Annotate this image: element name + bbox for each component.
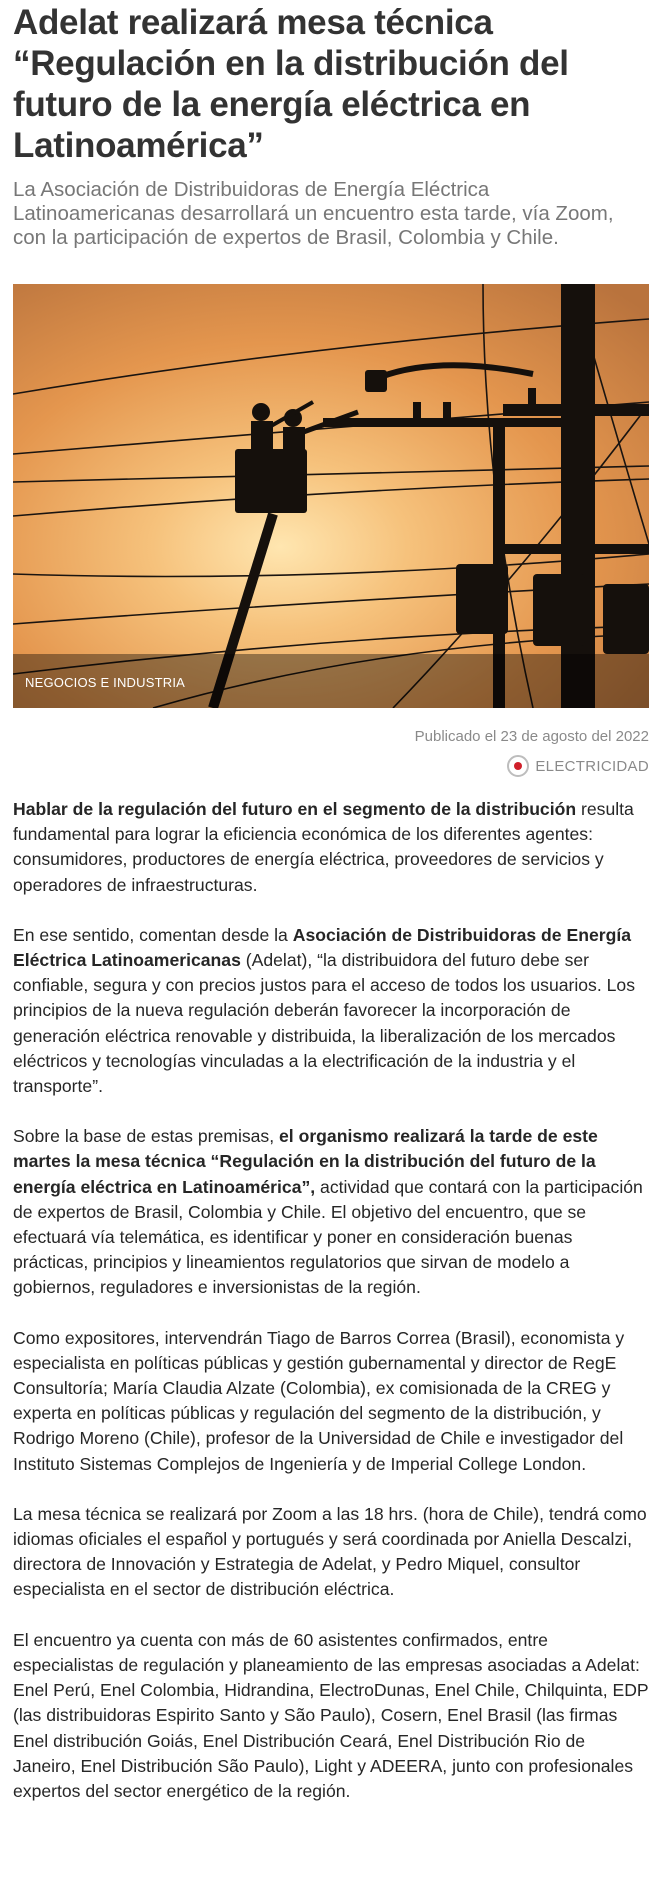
- text: resulta fundamental para lograr la eficiencia económica de los diferentes agentes: consumidores, productores de energía eléctrica, proveedores de servicios y operadores de infraestructuras.: [13, 799, 634, 895]
- paragraph: Como expositores, intervendrán Tiago de Barros Correa (Brasil), economista y especialista en políticas públicas y gestión gubernamental y director de RegE Consultoría; María Claudia Alzate (Colombia), ex comisionada de la CREG y experta en políticas públicas y regulación del segmento de la distribución, y Rodrigo Moreno (Chile), profesor de la Universidad de Chile e investigador del Instituto Sistemas Complejos de Ingeniería y de Imperial College London.: [13, 1327, 625, 1474]
- article-page: [0, 2, 662, 1900]
- bold-text: Hablar de la regulación del futuro en el segmento de la distribución: [13, 799, 577, 819]
- paragraph: La mesa técnica se realizará por Zoom a las 18 hrs. (hora de Chile), tendrá como idiomas oficiales el español y portugués y será coordinada por Aniella Descalzi, directora de Innovación y Estrategia de Adelat, y Pedro Miquel, consultor especialista en el sector de distribución eléctrica.: [13, 1503, 647, 1600]
- bold-text: Asociación de Distribuidoras de Energía Eléctrica Latinoamericanas: [13, 924, 632, 971]
- text: En ese sentido, comentan desde la: [13, 924, 293, 945]
- text: actividad que contará con la participación de expertos de Brasil, Colombia y Chile. El objetivo del encuentro, que se efectuará vía telemática, es identificar y poner en consideración buenas prácticas, principios y lineamientos regulatorios que sirvan de modelo a gobiernos, reguladores e inversionistas de la región.: [13, 1176, 643, 1298]
- hero-image[interactable]: [13, 284, 649, 708]
- electricity-category-icon: [507, 755, 529, 777]
- article-meta: [13, 728, 649, 777]
- article-lead: La Asociación de Distribuidoras de Energía Eléctrica Latinoamericanas desarrollará un encuentro esta tarde, vía Zoom, con la participación de expertos de Brasil, Colombia y Chile.: [13, 178, 614, 249]
- article-headline: Adelat realizará mesa técnica “Regulación en la distribución del futuro de la energía eléctrica en Latinoamérica”: [13, 3, 569, 165]
- text: (Adelat), “la distribuidora del futuro debe ser confiable, segura y con precios justos para el acceso de todos los usuarios. Los principios de la nueva regulación deberán favorecer la incorporación de generación eléctrica renovable y distribuida, la liberalización de los mercados eléctricos y tecnologías vinculadas a la electrificación de la industria y el transporte”.: [13, 950, 636, 1097]
- paragraph: [13, 1124, 649, 1300]
- bold-text: el organismo realizará la tarde de este martes la mesa técnica “Regulación en la distribución del futuro de la energía eléctrica en Latinoamérica”,: [13, 1126, 598, 1197]
- category-tag[interactable]: [507, 755, 649, 777]
- power-line-photo: [13, 284, 649, 708]
- section-label[interactable]: NEGOCIOS E INDUSTRIA: [25, 675, 186, 690]
- paragraph: El encuentro ya cuenta con más de 60 asistentes confirmados, entre especialistas de regulación y planeamiento de las empresas asociadas a Adelat: Enel Perú, Enel Colombia, Hidrandina, ElectroDunas, Enel Chile, Chilquinta, EDP (las distribuidoras Espirito Santo y São Paulo), Cosern, Enel Brasil (las firmas Enel distribución Goiás, Enel Distribución Ceará, Enel Distribución Rio de Janeiro, Enel Distribución São Paulo), Light y ADEERA, junto con profesionales expertos del sector energético de la región.: [13, 1629, 649, 1801]
- paragraph: [13, 797, 649, 898]
- paragraph: [13, 923, 649, 1099]
- category-label: ELECTRICIDAD: [535, 757, 649, 775]
- publish-date: Publicado el 23 de agosto del 2022: [414, 728, 649, 745]
- article-body: [13, 797, 649, 1804]
- text: Sobre la base de estas premisas,: [13, 1126, 280, 1147]
